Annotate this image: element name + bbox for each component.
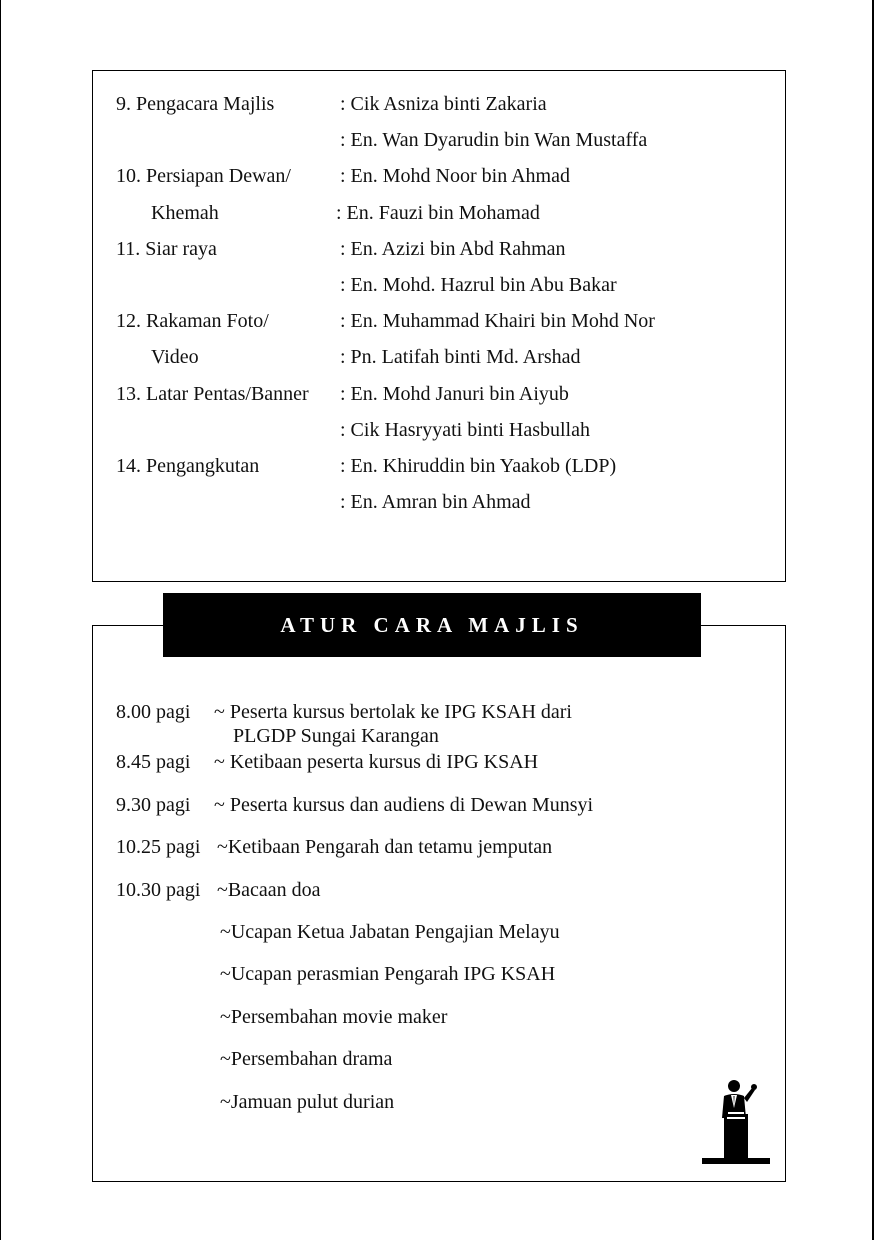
committee-role: 12. Rakaman Foto/ [116,310,269,332]
schedule-time: 9.30 pagi [116,794,191,816]
schedule-sub-item: ~Ucapan Ketua Jabatan Pengajian Melayu [220,921,560,943]
committee-role: 11. Siar raya [116,238,217,260]
program-title-banner [163,593,701,657]
program-title: ATUR CARA MAJLIS [280,612,584,637]
committee-name: : En. Mohd Januri bin Aiyub [340,383,569,405]
schedule-item: ~Bacaan doa [217,879,321,901]
page-edge-left [0,0,1,1240]
committee-name: : En. Muhammad Khairi bin Mohd Nor [340,310,655,332]
schedule-sub-item: ~Jamuan pulut durian [220,1091,395,1113]
committee-name: : En. Wan Dyarudin bin Wan Mustaffa [340,129,648,151]
schedule-item: ~ Peserta kursus bertolak ke IPG KSAH dari [214,701,572,723]
committee-role-continued: Khemah [151,202,219,224]
committee-role-continued: Video [151,346,199,368]
committee-role: 9. Pengacara Majlis [116,93,275,115]
committee-name: : En. Mohd. Hazrul bin Abu Bakar [340,274,617,296]
schedule-time: 8.00 pagi [116,701,191,723]
schedule-time: 10.30 pagi [116,879,201,901]
committee-name: : En. Azizi bin Abd Rahman [340,238,566,260]
committee-name: : Cik Asniza binti Zakaria [340,93,547,115]
schedule-sub-item: ~Persembahan drama [220,1048,393,1070]
committee-role: 13. Latar Pentas/Banner [116,383,309,405]
committee-name: : En. Mohd Noor bin Ahmad [340,165,570,187]
schedule-item: ~ Peserta kursus dan audiens di Dewan Munsyi [214,794,594,816]
committee-name: : En. Fauzi bin Mohamad [336,202,540,224]
schedule-item: ~Ketibaan Pengarah dan tetamu jemputan [217,836,553,858]
committee-role: 14. Pengangkutan [116,455,260,477]
schedule-item: ~ Ketibaan peserta kursus di IPG KSAH [214,751,539,773]
schedule-item-continued: PLGDP Sungai Karangan [233,725,439,747]
committee-role: 10. Persiapan Dewan/ [116,165,291,187]
committee-name: : En. Khiruddin bin Yaakob (LDP) [340,455,617,477]
schedule-time: 10.25 pagi [116,836,201,858]
committee-name: : Cik Hasryyati binti Hasbullah [340,419,590,441]
schedule-time: 8.45 pagi [116,751,191,773]
speaker-at-podium-icon [700,1078,772,1164]
schedule-sub-item: ~Persembahan movie maker [220,1006,448,1028]
committee-name: : En. Amran bin Ahmad [340,491,531,513]
schedule-sub-item: ~Ucapan perasmian Pengarah IPG KSAH [220,963,556,985]
committee-name: : Pn. Latifah binti Md. Arshad [340,346,581,368]
